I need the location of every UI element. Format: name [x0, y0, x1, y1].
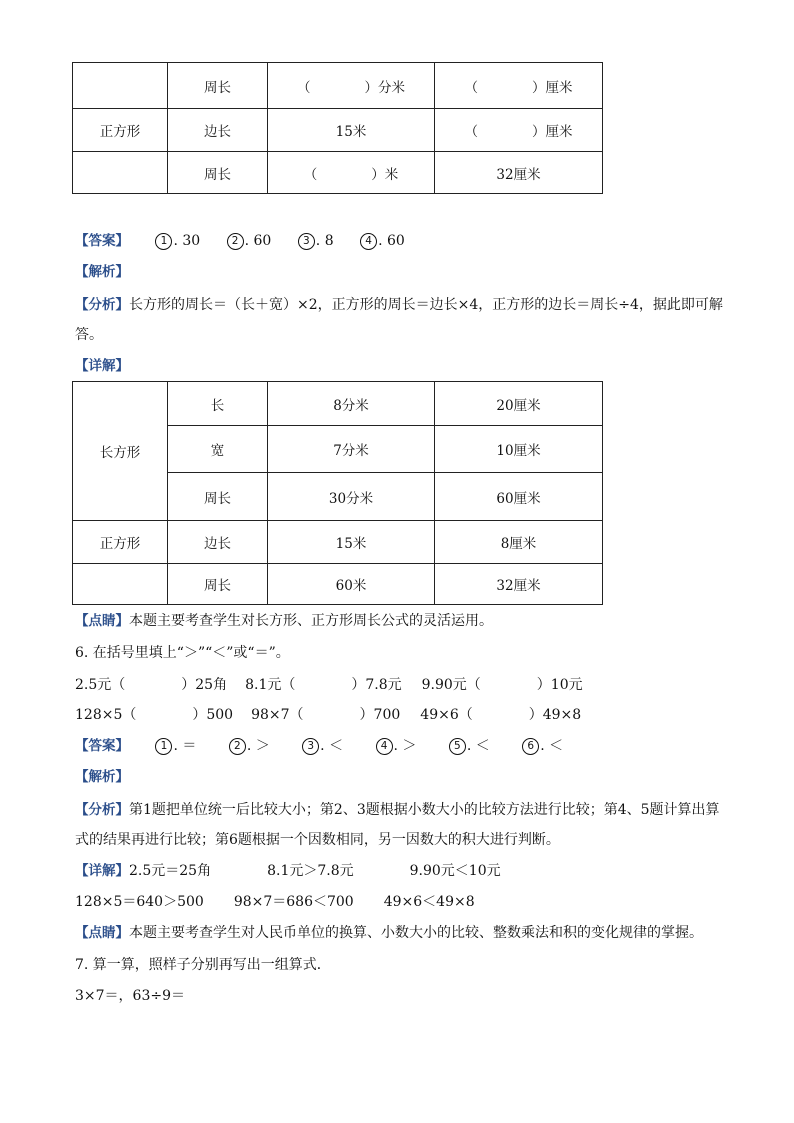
circled-number: 2: [227, 233, 244, 250]
table-row: [73, 521, 603, 564]
detail-item: 2.5元＝25角: [129, 863, 212, 879]
q6-item: 49×6（ ）49×8: [420, 707, 582, 723]
q6-item: 128×5（ ）500: [75, 707, 234, 723]
table-cell: [73, 152, 168, 194]
table-cell: 30分米: [268, 473, 435, 521]
analysis-text: 长方形的周长＝（长＋宽）×2，正方形的周长＝边长×4，正方形的边长＝周长÷4，据此即可解答。: [75, 297, 723, 343]
answer-value: . 30: [173, 233, 201, 249]
answer-item: [360, 231, 405, 251]
q6-item: 98×7（ ）700: [251, 707, 401, 723]
table-cell: 边长: [168, 521, 268, 564]
detail-tag: 【详解】: [75, 358, 129, 374]
circled-number: 3: [298, 233, 315, 250]
table-cell: （ ）米: [268, 152, 435, 194]
circled-number: 3: [302, 738, 319, 755]
answer-item: [302, 736, 343, 756]
table-cell: 8厘米: [435, 521, 603, 564]
table-cell: [73, 63, 168, 109]
circled-number: 1: [155, 233, 172, 250]
table-cell: （ ）厘米: [435, 109, 603, 152]
q6-item: 8.1元（ ）7.8元: [245, 677, 402, 693]
answer-item: [522, 736, 563, 756]
q6-title: 6. 在括号里填上“＞”“＜”或“＝”。: [75, 645, 290, 661]
answer-item: [229, 736, 270, 756]
q6-item: 9.90元（ ）10元: [421, 677, 583, 693]
detail-item: 8.1元＞7.8元: [267, 863, 354, 879]
answer-value: . ＜: [320, 738, 344, 754]
q6-line2: [75, 705, 581, 725]
circled-number: 6: [522, 738, 539, 755]
q6-comment: [75, 923, 703, 943]
circled-number: 5: [449, 738, 466, 755]
table-cell: 长: [168, 382, 268, 426]
analysis-tag: 【分析】: [75, 297, 129, 313]
table-cell: 边长: [168, 109, 268, 152]
q7-line1: 3×7＝，63÷9＝: [75, 988, 185, 1004]
answer-tag: 【答案】: [75, 738, 129, 754]
table-cell: （ ）厘米: [435, 63, 603, 109]
table-cell: 32厘米: [435, 564, 603, 605]
q6-detail-line1: [75, 861, 501, 881]
answer-value: . 8: [315, 233, 334, 249]
q6-analysis: [75, 795, 725, 855]
circled-number: 4: [376, 738, 393, 755]
comment-tag: 【点睛】: [75, 613, 129, 629]
analysis-text: 第1题把单位统一后比较大小；第2、3题根据小数大小的比较方法进行比较；第4、5题计算出算式的结果再进行比较；第6题根据一个因数相同，另一因数大的积大进行判断。: [75, 802, 720, 848]
answer-value: . 60: [244, 233, 272, 249]
table-q5-problem: [72, 62, 603, 194]
q6-line1: [75, 675, 583, 695]
table-cell: 周长: [168, 152, 268, 194]
table-cell: 60米: [268, 564, 435, 605]
table-row: [73, 63, 603, 109]
table-cell: 8分米: [268, 382, 435, 426]
table-q5-detail: [72, 381, 603, 605]
detail-item: 98×7＝686＜700: [233, 894, 354, 910]
comment-text: 本题主要考查学生对长方形、正方形周长公式的灵活运用。: [129, 613, 493, 629]
table-cell: 60厘米: [435, 473, 603, 521]
table-cell: 宽: [168, 426, 268, 473]
q6-item: 2.5元（ ）25角: [75, 677, 228, 693]
q6-answer-line: [75, 736, 563, 756]
answer-value: . ＞: [393, 738, 417, 754]
answer-item: [155, 736, 196, 756]
detail-item: 128×5＝640＞500: [75, 894, 204, 910]
table-cell: 正方形: [73, 521, 168, 564]
comment-text: 本题主要考查学生对人民币单位的换算、小数大小的比较、整数乘法和积的变化规律的掌握。: [129, 925, 703, 941]
q5-analysis: [75, 290, 725, 350]
comment-tag: 【点睛】: [75, 925, 129, 941]
q6-detail-line2: [75, 892, 475, 912]
table-cell: 10厘米: [435, 426, 603, 473]
table-cell: 正方形: [73, 109, 168, 152]
answer-item: [155, 231, 200, 251]
detail-item: 49×6＜49×8: [383, 894, 475, 910]
jiexi-tag: 【解析】: [75, 264, 129, 280]
table-cell: 长方形: [73, 382, 168, 521]
answer-value: . ＜: [540, 738, 564, 754]
answer-value: . 60: [378, 233, 405, 249]
table-cell: （ ）分米: [268, 63, 435, 109]
table-cell: [73, 564, 168, 605]
q7-title: 7. 算一算，照样子分别再写出一组算式．: [75, 957, 331, 973]
answer-value: . ＝: [173, 738, 197, 754]
table-row: [73, 109, 603, 152]
detail-tag: 【详解】: [75, 863, 129, 879]
answer-item: [298, 231, 334, 251]
table-cell: 周长: [168, 473, 268, 521]
table-cell: 15米: [268, 109, 435, 152]
table-row: [73, 564, 603, 605]
circled-number: 4: [360, 233, 377, 250]
q5-answer-line: [75, 231, 405, 251]
analysis-tag: 【分析】: [75, 802, 129, 818]
circled-number: 2: [229, 738, 246, 755]
answer-value: . ＜: [466, 738, 490, 754]
table-cell: 周长: [168, 63, 268, 109]
table-cell: 周长: [168, 564, 268, 605]
table-cell: 32厘米: [435, 152, 603, 194]
q5-comment: [75, 611, 493, 631]
table-row: [73, 382, 603, 426]
table-cell: 7分米: [268, 426, 435, 473]
table-row: [73, 152, 603, 194]
circled-number: 1: [155, 738, 172, 755]
detail-item: 9.90元＜10元: [409, 863, 501, 879]
table-cell: 20厘米: [435, 382, 603, 426]
answer-item: [376, 736, 417, 756]
answer-value: . ＞: [246, 738, 270, 754]
answer-tag: 【答案】: [75, 233, 129, 249]
answer-item: [227, 231, 272, 251]
answer-item: [449, 736, 490, 756]
jiexi-tag: 【解析】: [75, 769, 129, 785]
table-cell: 15米: [268, 521, 435, 564]
